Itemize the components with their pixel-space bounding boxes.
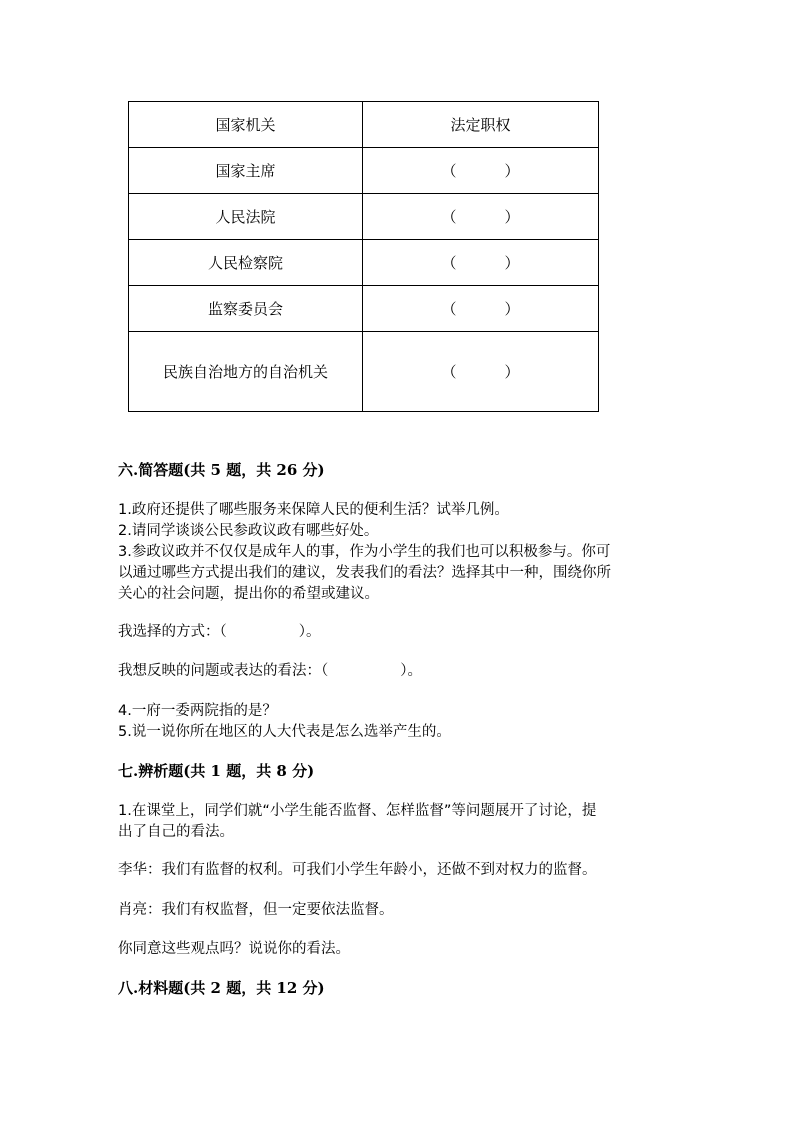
answer-blank[interactable]: （ ） [363,148,599,194]
table-row [129,194,599,240]
question-7-1-line2: 出了自己的看法。 [118,824,234,840]
table-row [129,286,599,332]
question-6-3-line1: 3.参政议政并不仅仅是成年人的事，作为小学生的我们也可以积极参与。你可 [118,544,611,560]
answer-blank[interactable]: （ ） [363,332,599,412]
answer-blank[interactable]: （ ） [363,240,599,286]
organ-cell: 国家主席 [129,148,363,194]
table-header-row [129,102,599,148]
organ-cell: 民族自治地方的自治机关 [129,332,363,412]
organ-cell: 人民检察院 [129,240,363,286]
statement-xiao-liang: 肖亮：我们有权监督，但一定要依法监督。 [118,902,394,918]
fill-method: 我选择的方式：（ ）。 [118,624,321,640]
section-6-title: 六.简答题(共 5 题，共 26 分) [118,461,325,479]
organ-cell: 人民法院 [129,194,363,240]
fill-opinion: 我想反映的问题或表达的看法：（ ）。 [118,663,422,679]
question-6-3-line3: 关心的社会问题，提出你的希望或建议。 [118,586,379,602]
answer-blank[interactable]: （ ） [363,286,599,332]
question-6-2: 2.请同学谈谈公民参政议政有哪些好处。 [118,523,379,539]
question-7-prompt: 你同意这些观点吗？说说你的看法。 [118,941,350,957]
organ-cell: 监察委员会 [129,286,363,332]
question-6-1: 1.政府还提供了哪些服务来保障人民的便利生活？试举几例。 [118,502,509,518]
state-organs-table [128,101,599,412]
answer-blank[interactable]: （ ） [363,194,599,240]
section-8-title: 八.材料题(共 2 题，共 12 分) [118,979,325,997]
header-organ: 国家机关 [129,102,363,148]
table-row [129,148,599,194]
question-7-1-line1: 1.在课堂上，同学们就“小学生能否监督、怎样监督”等问题展开了讨论，提 [118,803,597,819]
header-power: 法定职权 [363,102,599,148]
question-6-3-line2: 以通过哪些方式提出我们的建议，发表我们的看法？选择其中一种，围绕你所 [118,565,611,581]
question-6-4: 4.一府一委两院指的是？ [118,703,277,719]
statement-li-hua: 李华：我们有监督的权利。可我们小学生年龄小，还做不到对权力的监督。 [118,862,597,878]
table-row [129,240,599,286]
question-6-5: 5.说一说你所在地区的人大代表是怎么选举产生的。 [118,724,451,740]
table-row [129,332,599,412]
section-7-title: 七.辨析题(共 1 题，共 8 分) [118,762,315,780]
